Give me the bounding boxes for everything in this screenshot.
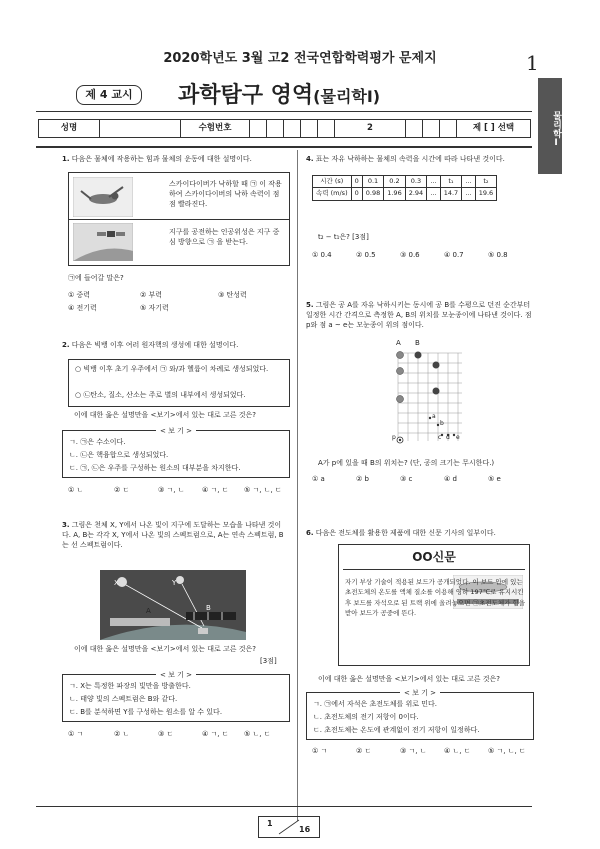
exam-number-cell[interactable]	[318, 120, 335, 137]
table-cell: t₁	[440, 176, 461, 188]
footer-page: 1	[267, 819, 273, 828]
q6-newspaper	[338, 544, 530, 666]
table-cell: 0.3	[405, 176, 426, 188]
q3-points: [3점]	[260, 657, 277, 665]
page-indicator	[258, 816, 320, 838]
q1-option-5[interactable]: ⑤ 자기력	[140, 304, 169, 312]
q6-bogi-1: ㄱ. ㉠에서 자석은 초전도체를 위로 민다.	[313, 700, 438, 708]
newspaper-title: OO신문	[412, 550, 456, 564]
q5-option-4[interactable]: ④ d	[444, 475, 457, 483]
q3-option-4[interactable]: ④ ㄱ, ㄷ	[202, 730, 229, 738]
q2-stem	[62, 340, 290, 350]
q1-option-2[interactable]: ② 부력	[140, 291, 163, 299]
exam-number-digit: 2	[335, 120, 406, 137]
header-divider	[36, 111, 532, 112]
q1-option-1[interactable]: ① 중력	[68, 291, 91, 299]
q4-stem-text: 표는 자유 낙하하는 물체의 속력을 시간에 따라 나타낸 것이다.	[315, 155, 505, 163]
q4-option-3[interactable]: ③ 0.6	[400, 251, 420, 259]
q3-stem	[62, 520, 290, 550]
q2-number: 2.	[62, 341, 70, 349]
subject-side-tab: 물리학Ⅰ	[538, 78, 562, 174]
q6-option-4[interactable]: ④ ㄴ, ㄷ	[444, 747, 471, 755]
q3-label-a: A	[146, 607, 151, 615]
q1-stem-text: 다음은 물체에 작용하는 힘과 물체의 운동에 대한 설명이다.	[71, 155, 252, 163]
q3-option-1[interactable]: ① ㄱ	[68, 730, 84, 738]
q2-question: 이에 대한 옳은 설명만을 <보기>에서 있는 대로 고른 것은?	[74, 411, 257, 419]
exam-title: 2020학년도 3월 고2 전국연합학력평가 문제지	[163, 51, 437, 66]
q5-stem-text: 그림은 공 A를 자유 낙하시키는 동시에 공 B를 수평으로 던진 순간부터 일정한 시간 간격으로 측정한 A, B의 위치를 모눈종이에 나타낸 것이다. 점 p와 점 a ~ e는 모눈종이 위의 점이다.	[306, 301, 532, 330]
q2-bogi-1: ㄱ. ㉠은 수소이다.	[69, 438, 126, 446]
q5-grid-figure	[390, 345, 470, 445]
satellite-illustration	[73, 223, 133, 261]
table-cell: …	[427, 176, 441, 188]
q5-label-c: c	[438, 434, 442, 441]
q5-option-2[interactable]: ② b	[356, 475, 369, 483]
q6-bogi-title: < 보 기 >	[307, 688, 533, 698]
q1-item-box	[68, 172, 290, 266]
q6-bogi-box	[306, 689, 534, 740]
q2-option-4[interactable]: ④ ㄱ, ㄷ	[202, 486, 229, 494]
q2-option-2[interactable]: ② ㄷ	[114, 486, 130, 494]
q3-option-2[interactable]: ② ㄴ	[114, 730, 130, 738]
q2-option-5[interactable]: ⑤ ㄱ, ㄴ, ㄷ	[244, 486, 282, 494]
table-cell: 0	[351, 176, 362, 188]
subject-main: 과학탐구 영역	[178, 83, 314, 108]
q2-bogi-title: < 보 기 >	[63, 426, 289, 436]
q3-label-b: B	[206, 604, 211, 612]
newspaper-rule	[343, 569, 525, 570]
exam-number-cell[interactable]	[284, 120, 301, 137]
q3-option-3[interactable]: ③ ㄷ	[158, 730, 174, 738]
name-field[interactable]	[100, 120, 181, 137]
table-cell: 14.7	[440, 188, 461, 200]
subject-sub: (물리학Ⅰ)	[313, 87, 381, 106]
q3-bogi-3: ㄷ. B를 분석하면 Y를 구성하는 원소를 알 수 있다.	[69, 708, 223, 716]
q2-line1: ○ 빅뱅 이후 초기 우주에서 ㉠ 와/과 헬륨이 차례로 생성되었다.	[75, 365, 269, 373]
q2-line2: ○ ㉡탄소, 질소, 산소는 주로 별의 내부에서 생성되었다.	[75, 391, 246, 399]
table-cell: 19.6	[475, 188, 496, 200]
q2-option-1[interactable]: ① ㄴ	[68, 486, 84, 494]
q3-number: 3.	[62, 521, 70, 529]
table-cell: …	[462, 176, 476, 188]
table-cell: 0.98	[362, 188, 383, 200]
exam-number-cell[interactable]	[267, 120, 284, 137]
newspaper-article: 자기 부상 기술이 적용된 보드가 공개되었다. 이 보드 안에 있는 초전도체의 온도를 액체 질소를 이용해 영하 197℃로 유지시킨 후 보드를 자석으로 된 트랙 위에 올려놓으면 ㉠초전도체가 힘을 받아 보드가 공중에 뜬다.	[345, 578, 526, 618]
q5-option-5[interactable]: ⑤ e	[488, 475, 501, 483]
content-top-rule	[36, 146, 532, 148]
q6-question: 이에 대한 옳은 설명만을 <보기>에서 있는 대로 고른 것은?	[318, 675, 501, 683]
q4-prompt: t₂ − t₁은? [3점]	[318, 233, 369, 241]
page-number: 1	[526, 51, 539, 75]
exam-number-cell[interactable]	[301, 120, 318, 137]
exam-number-cell[interactable]	[440, 120, 457, 137]
q5-label-b: b	[440, 420, 444, 427]
q4-option-2[interactable]: ② 0.5	[356, 251, 376, 259]
q5-number: 5.	[306, 301, 314, 309]
q5-label-d: d	[446, 434, 450, 441]
q5-label-e: e	[456, 434, 460, 441]
skydiver-illustration	[73, 177, 133, 217]
q5-stem	[306, 300, 534, 330]
q4-option-1[interactable]: ① 0.4	[312, 251, 332, 259]
name-label: 성명	[39, 120, 100, 137]
q3-bogi-2: ㄴ. 태양 빛의 스펙트럼은 B와 같다.	[69, 695, 178, 703]
choice-label: 제 [ ] 선택	[472, 123, 515, 133]
q2-bogi-3: ㄷ. ㉠, ㉡은 우주를 구성하는 원소의 대부분을 차지한다.	[69, 464, 241, 472]
q5-option-3[interactable]: ③ c	[400, 475, 413, 483]
q3-label-y: Y	[172, 579, 177, 587]
q4-option-5[interactable]: ⑤ 0.8	[488, 251, 508, 259]
q4-number: 4.	[306, 155, 314, 163]
q6-option-5[interactable]: ⑤ ㄱ, ㄴ, ㄷ	[488, 747, 526, 755]
q4-row2-label: 속력 (m/s)	[313, 188, 352, 200]
q3-stem-text: 그림은 천체 X, Y에서 나온 빛이 지구에 도달하는 모습을 나타낸 것이다. A, B는 각각 X, Y에서 나온 빛의 스펙트럼으로, A는 연속 스펙트럼, B는 선 스펙트럼이다.	[62, 521, 284, 550]
q3-bogi-box	[62, 671, 290, 722]
q2-stem-text: 다음은 빅뱅 이후 여러 원자핵의 생성에 대한 설명이다.	[71, 341, 239, 349]
q5-label-p: p	[392, 434, 396, 441]
q2-bogi-box	[62, 427, 290, 478]
q3-question: 이에 대한 옳은 설명만을 <보기>에서 있는 대로 고른 것은?	[74, 645, 257, 653]
q5-label-a-ball: A	[396, 339, 401, 347]
exam-number-cell[interactable]	[250, 120, 267, 137]
q6-stem	[306, 528, 534, 538]
info-bar	[38, 119, 531, 138]
q5-option-1[interactable]: ① a	[312, 475, 325, 483]
q6-option-3[interactable]: ③ ㄱ, ㄴ	[400, 747, 427, 755]
footer-rule	[36, 806, 532, 807]
q4-row1-label: 시간 (s)	[313, 176, 352, 188]
q1-number: 1.	[62, 155, 70, 163]
q1-prompt: ㉠에 들어갈 말은?	[68, 274, 124, 282]
q6-number: 6.	[306, 529, 314, 537]
table-cell: …	[462, 188, 476, 200]
q5-question: A가 p에 있을 때 B의 위치는? (단, 공의 크기는 무시한다.)	[318, 459, 495, 467]
q1-stem	[62, 154, 290, 164]
q3-bogi-1: ㄱ. X는 특정한 파장의 빛만을 방출한다.	[69, 682, 191, 690]
q1-item-divider	[69, 219, 289, 220]
q4-stem	[306, 154, 534, 164]
exam-number-cell[interactable]	[406, 120, 423, 137]
q5-label-b-ball: B	[415, 339, 420, 347]
q3-bogi-title: < 보 기 >	[63, 670, 289, 680]
q2-option-3[interactable]: ③ ㄱ, ㄴ	[158, 486, 185, 494]
q1-item2: 지구를 공전하는 인공위성은 지구 중심 방향으로 ㉠ 을 받는다.	[169, 228, 280, 247]
subject-title	[178, 80, 380, 112]
column-divider	[297, 150, 298, 821]
table-cell: 0.1	[362, 176, 383, 188]
q1-option-3[interactable]: ③ 탄성력	[218, 291, 247, 299]
q5-label-a: a	[432, 413, 436, 420]
q3-option-5[interactable]: ⑤ ㄴ, ㄷ	[244, 730, 271, 738]
period-badge: 제 4 교시	[76, 85, 142, 105]
table-cell: t₂	[475, 176, 496, 188]
q6-stem-text: 다음은 전도체를 활용한 제품에 대한 신문 기사의 일부이다.	[315, 529, 496, 537]
table-cell: …	[427, 188, 441, 200]
q1-item1: 스카이다이버가 낙하할 때 ㉠ 이 작용하여 스카이다이버의 낙하 속력이 점점 빨라진다.	[169, 180, 282, 209]
q2-info-box	[68, 359, 290, 407]
table-row	[313, 188, 497, 200]
q2-bogi-2: ㄴ. ㉡은 핵융합으로 생성되었다.	[69, 451, 169, 459]
exam-number-label: 수험번호	[181, 120, 250, 137]
q6-option-1[interactable]: ① ㄱ	[312, 747, 328, 755]
table-row	[313, 176, 497, 188]
table-cell: 0	[351, 188, 362, 200]
q4-option-4[interactable]: ④ 0.7	[444, 251, 464, 259]
table-cell: 2.94	[405, 188, 426, 200]
q4-table	[312, 175, 497, 201]
exam-number-cell[interactable]	[423, 120, 440, 137]
q6-bogi-3: ㄷ. 초전도체는 온도에 관계없이 전기 저항이 일정하다.	[313, 726, 480, 734]
q6-bogi-2: ㄴ. 초전도체의 전기 저항이 0이다.	[313, 713, 419, 721]
q1-option-4[interactable]: ④ 전기력	[68, 304, 97, 312]
table-cell: 1.96	[384, 188, 405, 200]
q3-label-x: X	[114, 579, 119, 587]
table-cell: 0.2	[384, 176, 405, 188]
footer-total: 16	[299, 825, 311, 834]
q6-option-2[interactable]: ② ㄷ	[356, 747, 372, 755]
